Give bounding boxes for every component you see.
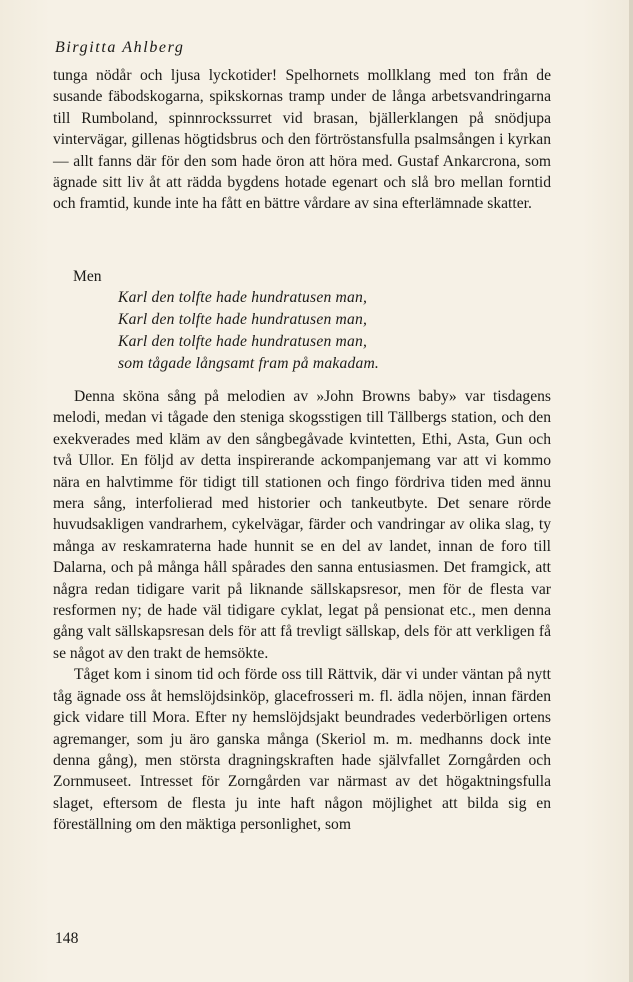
text-block-top — [53, 65, 551, 215]
verse-quote — [118, 287, 379, 375]
verse-line: Karl den tolfte hade hundratusen man, — [118, 289, 368, 306]
paragraph-3: Tåget kom i sinom tid och förde oss till Rättvik, där vi under väntan på nytt tåg ägnade oss åt hemslöjdsinköp, glacefrosseri m. fl. ädla nöjen, innan färden gick vidare till Mora. Efter ny hemslöjdsjakt beundrades vederbörligen ortens agremanger, som ju äro ganska många (Skeriol m. m. medhanns dock inte denna gång), men största dragningskraften hade självfallet Zorngården och Zornmuseet. Intresset för Zorngården var närmast av det högaktningsfulla slaget, eftersom de flesta ju inte haft någon möjlighet att bilda sig en föreställning om den mäktiga personlighet, som — [53, 666, 551, 834]
paragraph-2: Denna sköna sång på melodien av »John Browns baby» var tisdagens melodi, medan vi tågade den steniga skogsstigen till Tällbergs station, och den exekverades med kläm av den sångbegåvade kvintetten, Ethi, Asta, Gun och två Ullor. En följd av detta inspirerande ackompanjemang var att vi kommo nära en halvtimme för tidigt till stationen och fingo fördriva tiden med ännu mera sång, interfolierad med historier och tankeutbyte. Det senare rörde huvudsakligen vandrarhem, cykelvägar, färder och vandringar av olika slag, ty många av reskamraterna hade hunnit se en del av landet, innan de foro till Dalarna, och på många håll spårades den sanna entusiasmen. Det framgick, att några redan tidigare varit på liknande sällskapsresor, men för de flesta var resformen ny; de hade väl tidigare cyklat, legat på pensionat etc., men denna gång valt sällskapsresan dels för att få trevligt sällskap, dels för att verkligen få se något av den trakt de hemsökte. — [53, 388, 551, 662]
running-head: Birgitta Ahlberg — [55, 39, 185, 56]
verse-intro: Men — [73, 268, 102, 285]
verse-line: som tågade långsamt fram på makadam. — [118, 355, 380, 372]
page-number: 148 — [55, 930, 79, 947]
paragraph-1: tunga nödår och ljusa lyckotider! Spelhornets mollklang med ton från de susande fäbodskogarna, spikskornas tramp under de långa arbetsvandringarna till Rumboland, spinnrockssurret vid brasan, bjällerklangen på snödjupa vintervägar, gillenas högtidsbrus och den förtröstansfulla psalmsången i kyrkan — allt fanns där för den som hade öron att höra med. Gustaf Ankarcrona, som ägnade sitt liv åt att rädda bygdens hotade egenart och slå bro mellan forntid och framtid, kunde inte ha fått en bättre vårdare av sina efterlämnade skatter. — [53, 67, 551, 213]
text-block-bottom — [53, 386, 551, 836]
page-edge — [629, 0, 633, 982]
verse-line: Karl den tolfte hade hundratusen man, — [118, 333, 368, 350]
verse-line: Karl den tolfte hade hundratusen man, — [118, 311, 368, 328]
